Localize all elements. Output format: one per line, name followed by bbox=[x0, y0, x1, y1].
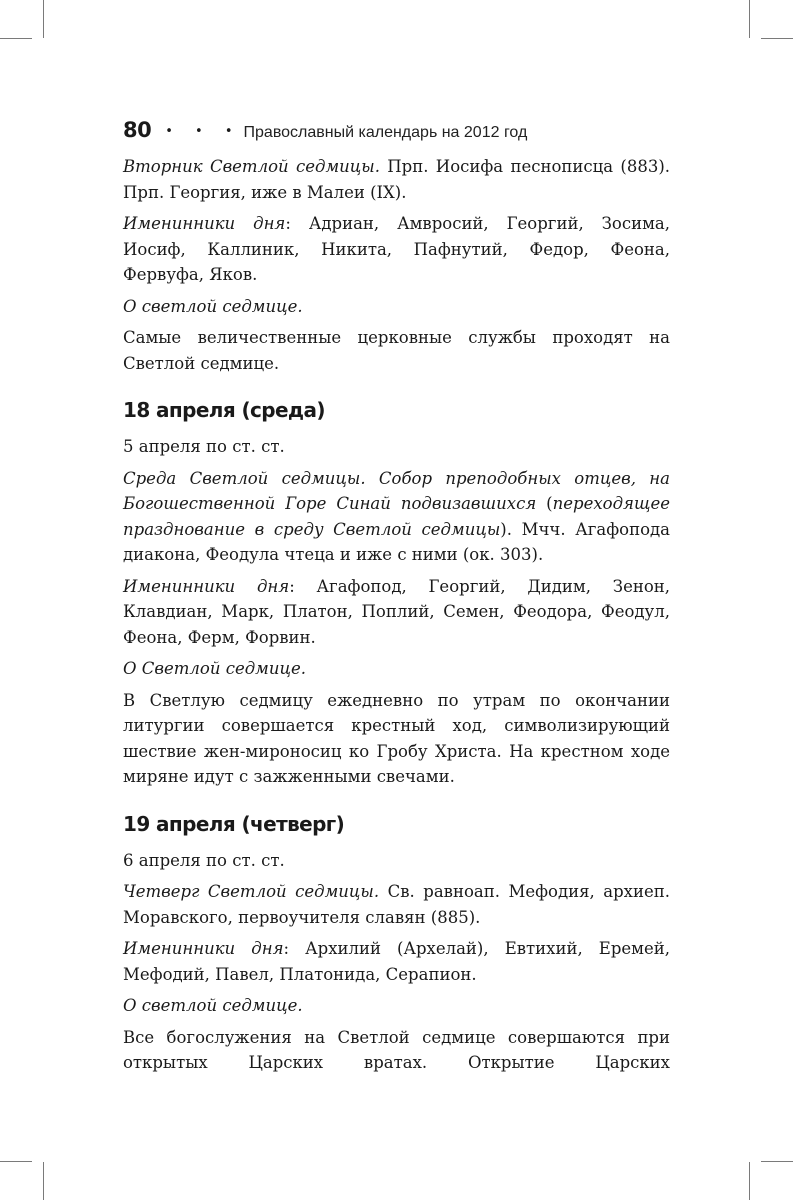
wednesday-names-list: : Агафопод, Георгий, Дидим, Зенон, Клавдиан, Марк, Платон, Поплий, Семен, Феодора, Феодул, Феона, Ферм, Форвин. bbox=[123, 576, 671, 647]
tuesday-namedays bbox=[123, 211, 670, 288]
thursday-old-style-date: 6 апреля по ст. ст. bbox=[123, 850, 285, 870]
thursday-names-label: Именинники дня bbox=[123, 939, 284, 958]
wednesday-intro-italic-1: Среда Светлой седмицы. Собор преподобных отцев, на Богошественной Горе Синай подвизавшихся bbox=[123, 468, 670, 513]
tuesday-intro-rest: Прп. Иосифа песнописца (883). Прп. Георгия, иже в Малеи (IX). bbox=[123, 157, 671, 202]
crop-mark-top-right bbox=[749, 0, 750, 38]
separator-dots: • • • bbox=[165, 124, 242, 139]
thursday-intro bbox=[123, 879, 670, 930]
wednesday-old-style-date: 5 апреля по ст. ст. bbox=[123, 437, 285, 456]
tuesday-body: Самые величественные церковные службы проходят на Светлой седмице. bbox=[123, 328, 670, 373]
wednesday-intro-plain-2: ). Мчч. Агафопода диакона, Феодула чтеца и иже с ними (ок. 303). bbox=[123, 519, 671, 564]
wednesday-intro-italic-2: переходящее празднование в среду Светлой седмицы bbox=[123, 494, 671, 539]
thursday-names-list: : Архилий (Архелай), Евтихий, Еремей, Мефодий, Павел, Платонида, Серапион. bbox=[123, 939, 670, 984]
thursday-intro-italic: Четверг Светлой седмицы. bbox=[123, 882, 380, 901]
thursday-body: Все богослужения на Светлой седмице совершаются при открытых Царских вратах. Открытие Царских bbox=[123, 1027, 670, 1072]
thursday-heading: 19 апреля (четверг) bbox=[123, 811, 345, 836]
tuesday-names-label: Именинники дня bbox=[123, 214, 286, 233]
wednesday-names-label: Именинники дня bbox=[123, 576, 290, 596]
tuesday-names-list: : Адриан, Амвросий, Георгий, Зосима, Иосиф, Каллиник, Никита, Пафнутий, Федор, Феона, Фервуфа, Яков. bbox=[123, 214, 670, 284]
wednesday-subheading: О Светлой седмице. bbox=[123, 659, 307, 678]
crop-mark-top-right-h bbox=[761, 38, 793, 39]
crop-mark-top-left bbox=[43, 0, 44, 38]
crop-mark-bottom-left bbox=[43, 1162, 44, 1200]
wednesday-heading: 18 апреля (среда) bbox=[123, 398, 325, 422]
crop-mark-bottom-left-h bbox=[0, 1161, 32, 1162]
wednesday-intro bbox=[123, 466, 670, 568]
wednesday-namedays bbox=[123, 574, 670, 651]
thursday-intro-rest: Св. равноап. Мефодия, архиеп. Моравского, первоучителя славян (885). bbox=[123, 882, 670, 927]
page-number: 80 bbox=[123, 118, 152, 142]
tuesday-intro bbox=[123, 154, 670, 205]
tuesday-intro-italic: Вторник Светлой седмицы. bbox=[123, 157, 380, 176]
wednesday-intro-plain-1: ( bbox=[536, 494, 553, 513]
tuesday-subheading: О светлой седмице. bbox=[123, 296, 303, 316]
thursday-namedays bbox=[123, 936, 670, 987]
crop-mark-top-left-h bbox=[0, 38, 32, 39]
crop-mark-bottom-right bbox=[749, 1162, 750, 1200]
wednesday-body: В Светлую седмицу ежедневно по утрам по окончании литургии совершается крестный ход, символизирующий шествие жен-мироносиц ко Гробу Христа. На крестном ходе миряне идут с зажженными свечами. bbox=[123, 690, 670, 786]
running-title: Православный календарь на 2012 год bbox=[243, 124, 528, 141]
running-head bbox=[123, 118, 670, 152]
book-page bbox=[123, 118, 670, 1082]
crop-mark-bottom-right-h bbox=[761, 1161, 793, 1162]
thursday-subheading: О светлой седмице. bbox=[123, 996, 303, 1015]
